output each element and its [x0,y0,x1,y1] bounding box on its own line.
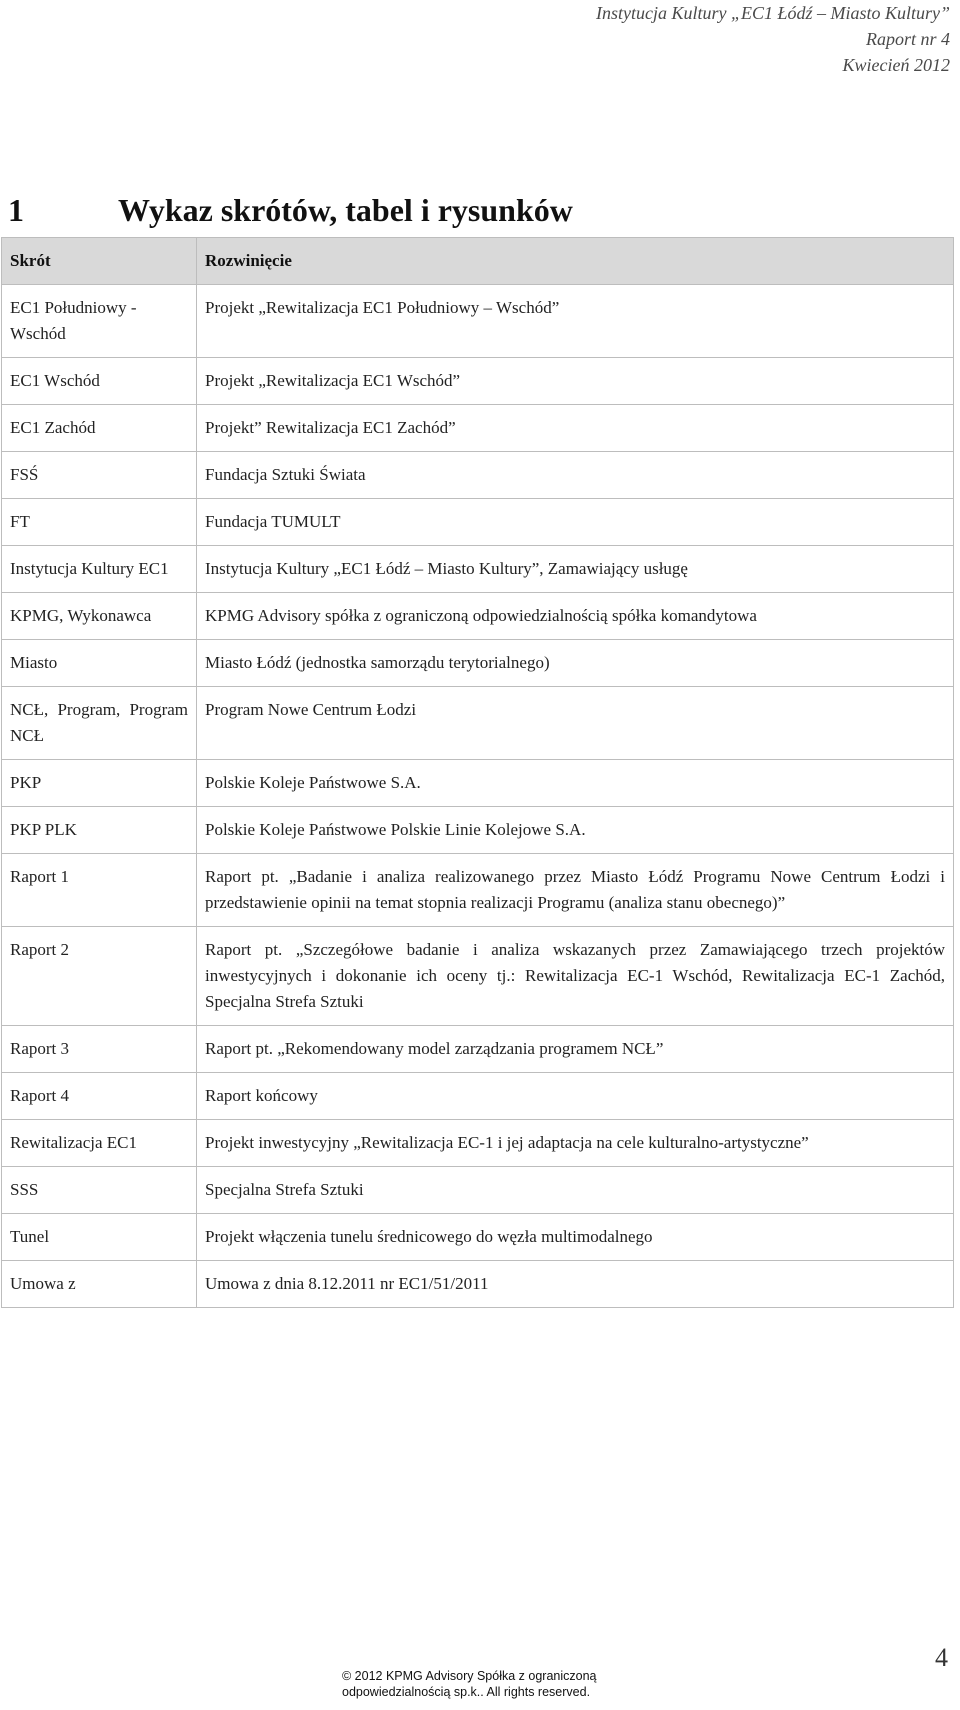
table-row [2,546,954,593]
abbreviation-cell: PKP PLK [2,807,197,854]
table-row [2,760,954,807]
abbreviation-cell: Rewitalizacja EC1 [2,1120,197,1167]
abbreviation-cell: Raport 4 [2,1073,197,1120]
table-row [2,1026,954,1073]
table-row [2,1261,954,1308]
section-title: Wykaz skrótów, tabel i rysunków [118,192,573,228]
abbreviation-cell: FT [2,499,197,546]
abbreviation-cell: Raport 1 [2,854,197,927]
expansion-cell: Projekt „Rewitalizacja EC1 Południowy – Wschód” [197,285,954,358]
expansion-cell: Program Nowe Centrum Łodzi [197,687,954,760]
table-row [2,593,954,640]
table-row [2,687,954,760]
abbreviation-cell: KPMG, Wykonawca [2,593,197,640]
abbreviation-cell: FSŚ [2,452,197,499]
abbreviation-cell: SSS [2,1167,197,1214]
expansion-cell: Projekt inwestycyjny „Rewitalizacja EC-1 i jej adaptacja na cele kulturalno-artystyczne” [197,1120,954,1167]
header-institution: Instytucja Kultury „EC1 Łódź – Miasto Kultury” [595,3,950,23]
table-row [2,640,954,687]
expansion-cell: Raport końcowy [197,1073,954,1120]
table-row [2,1120,954,1167]
section-number: 1 [8,192,24,228]
abbreviation-cell: Raport 2 [2,927,197,1026]
abbreviation-cell: Umowa z [2,1261,197,1308]
copyright-line-2: odpowiedzialnością sp.k.. All rights reserved. [342,1685,591,1699]
expansion-cell: KPMG Advisory spółka z ograniczoną odpowiedzialnością spółka komandytowa [197,593,954,640]
table-row [2,405,954,452]
table-row [2,499,954,546]
column-header-abbreviation: Skrót [2,238,197,285]
abbreviation-cell: Tunel [2,1214,197,1261]
expansion-cell: Instytucja Kultury „EC1 Łódź – Miasto Kultury”, Zamawiający usługę [197,546,954,593]
expansion-cell: Specjalna Strefa Sztuki [197,1167,954,1214]
table-header-row [2,238,954,285]
table-row [2,1073,954,1120]
section-heading [8,190,573,230]
abbreviation-cell: EC1 Wschód [2,358,197,405]
page-number: 4 [935,1643,948,1672]
expansion-cell: Projekt „Rewitalizacja EC1 Wschód” [197,358,954,405]
table-row [2,854,954,927]
expansion-cell: Raport pt. „Rekomendowany model zarządzania programem NCŁ” [197,1026,954,1073]
footer-copyright [342,1668,596,1700]
abbreviation-cell: EC1 Południowy - Wschód [2,285,197,358]
table-row [2,452,954,499]
column-header-expansion: Rozwinięcie [197,238,954,285]
expansion-cell: Raport pt. „Badanie i analiza realizowanego przez Miasto Łódź Programu Nowe Centrum Łodzi i przedstawienie opinii na temat stopnia realizacji Programu (analiza stanu obecnego)” [197,854,954,927]
abbreviation-cell: Instytucja Kultury EC1 [2,546,197,593]
abbreviation-cell: NCŁ, Program, Program NCŁ [2,687,197,760]
table-row [2,927,954,1026]
expansion-cell: Projekt” Rewitalizacja EC1 Zachód” [197,405,954,452]
abbreviation-cell: Raport 3 [2,1026,197,1073]
abbreviation-cell: EC1 Zachód [2,405,197,452]
table-row [2,1167,954,1214]
expansion-cell: Polskie Koleje Państwowe Polskie Linie Kolejowe S.A. [197,807,954,854]
abbreviation-cell: PKP [2,760,197,807]
expansion-cell: Projekt włączenia tunelu średnicowego do węzła multimodalnego [197,1214,954,1261]
abbreviations-table [1,237,954,1308]
expansion-cell: Umowa z dnia 8.12.2011 nr EC1/51/2011 [197,1261,954,1308]
page-header [596,0,950,78]
table-row [2,1214,954,1261]
header-report: Raport nr 4 [865,29,950,49]
table-row [2,285,954,358]
header-date: Kwiecień 2012 [842,55,950,75]
abbreviation-cell: Miasto [2,640,197,687]
expansion-cell: Fundacja TUMULT [197,499,954,546]
expansion-cell: Miasto Łódź (jednostka samorządu terytorialnego) [197,640,954,687]
copyright-line-1: © 2012 KPMG Advisory Spółka z ograniczoną [342,1669,597,1683]
expansion-cell: Polskie Koleje Państwowe S.A. [197,760,954,807]
expansion-cell: Fundacja Sztuki Świata [197,452,954,499]
table-row [2,807,954,854]
expansion-cell: Raport pt. „Szczegółowe badanie i analiza wskazanych przez Zamawiającego trzech projektów inwestycyjnych i dokonanie ich oceny tj.: Rewitalizacja EC-1 Wschód, Rewitalizacja EC-1 Zachód, Specjalna Strefa Sztuki [197,927,954,1026]
table-row [2,358,954,405]
